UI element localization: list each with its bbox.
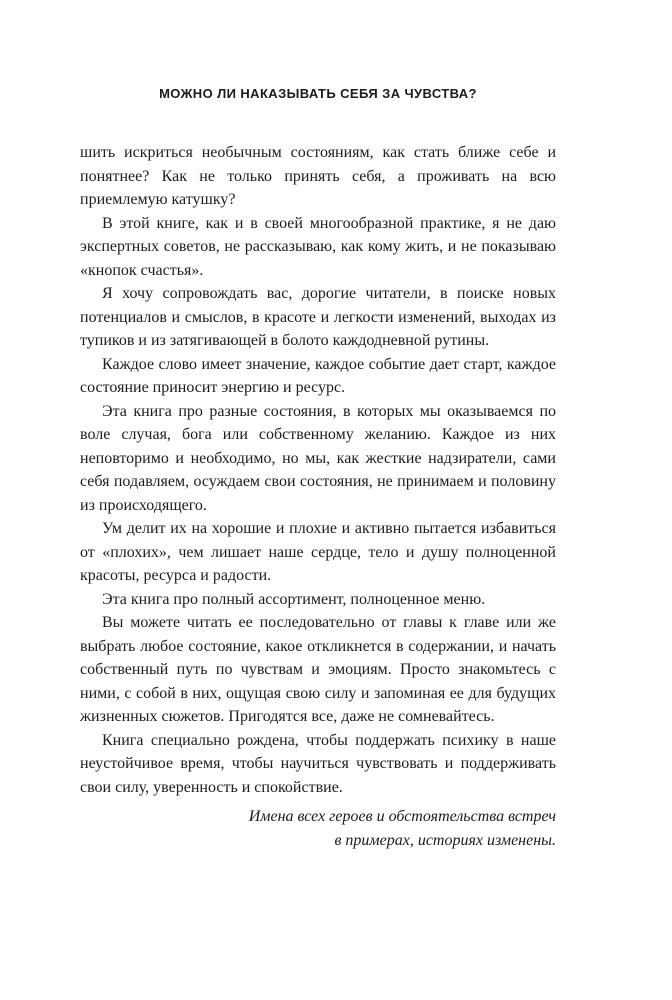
paragraph: Каждое слово имеет значение, каждое событие дает старт, каждое состояние приносит энергию и ресурс. [80, 355, 556, 396]
paragraph: В этой книге, как и в своей многообразной практике, я не даю экспертных советов, не рассказываю, как кому жить, и не показываю «кнопок счастья». [80, 214, 556, 279]
note-line: Имена всех героев и обстоятельства встреч [248, 808, 556, 825]
paragraph: Ум делит их на хорошие и плохие и активно пытается избавиться от «плохих», чем лишает наше сердце, тело и душу полноценной красоты, ресурса и радости. [80, 520, 556, 584]
paragraph: шить искриться необычным состояниям, как стать ближе себе и понятнее? Как не только принять себя, а проживать на всю приемлемую катушку? [80, 144, 556, 208]
paragraph: Эта книга про разные состояния, в которых мы оказываемся по воле случая, бога или собственному желанию. Каждое из них неповторимо и необходимо, но мы, как жесткие надзиратели, сами себя подавляем, осуждаем свои состояния, не принимаем и половину из происходящего. [80, 402, 556, 514]
body-text [80, 141, 556, 852]
paragraph: Я хочу сопровождать вас, дорогие читатели, в поиске новых потенциалов и смыслов, в красоте и легкости изменений, выходах из тупиков и из затягивающей в болото каждодневной рутины. [80, 285, 556, 349]
paragraph: Вы можете читать ее последовательно от главы к главе или же выбрать любое состояние, какое откликнется в содержании, и начать собственный путь по чувствам и эмоциям. Просто знакомьтесь с ними, с собой в них, ощущая свою силу и запоминая ее для будущих жизненных сюжетов. Пригодятся все, даже не сомневайтесь. [80, 614, 556, 725]
note-line: в примерах, историях изменены. [334, 831, 556, 849]
paragraph: Книга специально рождена, чтобы поддержать психику в наше неустойчивое время, чтобы научиться чувствовать и поддерживать свои силу, уверенность и спокойствие. [80, 731, 556, 796]
paragraph: Эта книга про полный ассортимент, полноценное меню. [102, 590, 486, 608]
running-header: МОЖНО ЛИ НАКАЗЫВАТЬ СЕБЯ ЗА ЧУВСТВА? [159, 86, 477, 101]
author-note [80, 805, 556, 852]
